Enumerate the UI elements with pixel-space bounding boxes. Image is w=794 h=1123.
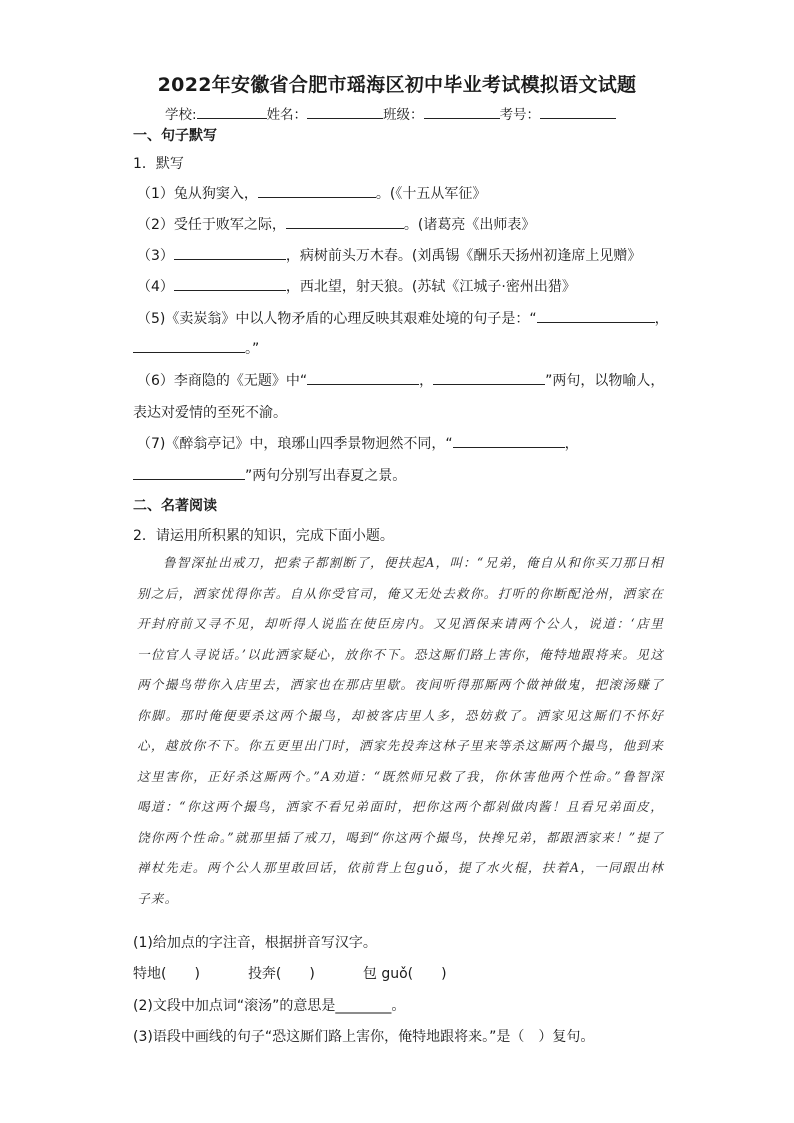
pinyin-item-2[interactable]: 投奔( ) [247, 966, 315, 982]
item5-text: （5)《卖炭翁》中以人物矛盾的心理反映其艰难处境的句子是：“ [137, 311, 537, 327]
reading-passage: 鲁智深扯出戒刀，把索子都割断了，便扶起A，叫：“兄弟，俺自从和你买刀那日相别之后，洒家忧得你苦。自从你受官司，俺又无处去救你。打听的你断配沧州，洒家在开封府前又寻不见，却听得人说监在使臣房内。又见酒保来请两个公人，说道：‘店里一位官人寻说话。’以此洒家疑心，放你不下。恐这厮们路上害你，俺特地跟将来。见这两个撮鸟带你入店里去，洒家也在那店里歇。夜间听得那厮两个做神做鬼，把滚汤赚了你脚。那时俺便要杀这两个撮鸟，却被客店里人多，恐妨救了。洒家见这厮们不怀好心，越放你不下。你五更里出门时，洒家先投奔这林子里来等杀这厮两个撮鸟，他到来这里害你，正好杀这厮两个。”A劝道：“既然师兄救了我，你休害他两个性命。”鲁智深喝道：“你这两个撮鸟，洒家不看兄弟面时，把你这两个都剁做肉酱！且看兄弟面皮，饶你两个性命。”就那里插了戒刀，喝到“你这两个撮鸟，快搀兄弟，都跟洒家来！”提了禅杖先走。两个公人那里敢回话，依前背上包guǒ，提了水火棍，扶着A，一同跟出林子来。 [137, 555, 664, 906]
page-title: 2022年安徽省合肥市瑶海区初中毕业考试模拟语文试题 [157, 74, 637, 96]
item6-mid: ， [419, 373, 434, 389]
question2-label: 2．请运用所积累的知识，完成下面小题。 [133, 528, 394, 544]
item4-blank[interactable] [174, 276, 286, 291]
item6-line2: 表达对爱情的至死不渝。 [133, 405, 287, 421]
item1-blank[interactable] [258, 183, 376, 198]
item4 [137, 276, 576, 296]
subquestion-3: (3)语段中画线的句子“恐这厮们路上害你，俺特地跟将来。”是（ ）复句。 [133, 1029, 595, 1045]
name-blank[interactable] [307, 104, 383, 119]
student-info-row [165, 103, 616, 123]
item2 [137, 214, 535, 234]
item2-post: 。(诸葛亮《出师表》 [403, 217, 536, 233]
item7-line2 [133, 465, 406, 485]
item7-end: ”两句分别写出春夏之景。 [245, 468, 407, 484]
item3-blank[interactable] [174, 245, 286, 260]
item3-pre: （3） [137, 248, 174, 264]
item6-line1 [137, 370, 664, 390]
school-blank[interactable] [197, 104, 267, 119]
item7-blank1[interactable] [453, 433, 565, 448]
item5-end: 。” [245, 341, 260, 357]
pinyin-item-3[interactable]: 包 guǒ( ) [362, 966, 447, 982]
number-label: 考号： [499, 107, 541, 123]
item5-line2 [133, 338, 259, 358]
question1-label: 1．默写 [133, 156, 184, 172]
item6-blank2[interactable] [433, 370, 545, 385]
item2-blank[interactable] [286, 214, 404, 229]
item5-blank2[interactable] [133, 338, 245, 353]
item6-pre: （6）李商隐的《无题》中“ [137, 373, 308, 389]
item2-pre: （2）受任于败军之际， [137, 217, 286, 233]
item4-post: ，西北望，射天狼。(苏轼《江城子·密州出猎》 [285, 279, 576, 295]
item5-comma: ， [654, 311, 669, 327]
item5-blank1[interactable] [537, 308, 655, 323]
section2-heading: 二、名著阅读 [133, 498, 217, 514]
class-blank[interactable] [424, 104, 500, 119]
item1-pre: （1）兔从狗窦入， [137, 186, 258, 202]
item7-blank2[interactable] [133, 465, 245, 480]
school-label: 学校: [165, 107, 197, 123]
item1-post: 。(《十五从军征》 [375, 186, 487, 202]
section1-heading: 一、句子默写 [133, 128, 217, 144]
item7-comma: ， [564, 436, 579, 452]
class-label: 班级： [383, 107, 424, 123]
subquestion-1: (1)给加点的字注音，根据拼音写汉字。 [133, 935, 377, 951]
number-blank[interactable] [540, 104, 616, 119]
item3-post: ，病树前头万木春。(刘禹锡《酬乐天扬州初逢席上见赠》 [285, 248, 642, 264]
item5-line1 [137, 308, 669, 328]
item3 [137, 245, 641, 265]
item7-pre: （7)《醉翁亭记》中，琅琊山四季景物迥然不同，“ [137, 436, 453, 452]
name-label: 姓名： [266, 107, 308, 123]
item6-blank1[interactable] [307, 370, 419, 385]
item1 [137, 183, 486, 203]
subquestion-1-items [133, 963, 447, 983]
subquestion-2: (2)文段中加点词“滚汤”的意思是________。 [133, 998, 406, 1014]
item4-pre: （4） [137, 279, 174, 295]
item6-end: ”两句，以物喻人， [545, 373, 665, 389]
item7-line1 [137, 433, 579, 453]
pinyin-item-1[interactable]: 特地( ) [133, 966, 200, 982]
